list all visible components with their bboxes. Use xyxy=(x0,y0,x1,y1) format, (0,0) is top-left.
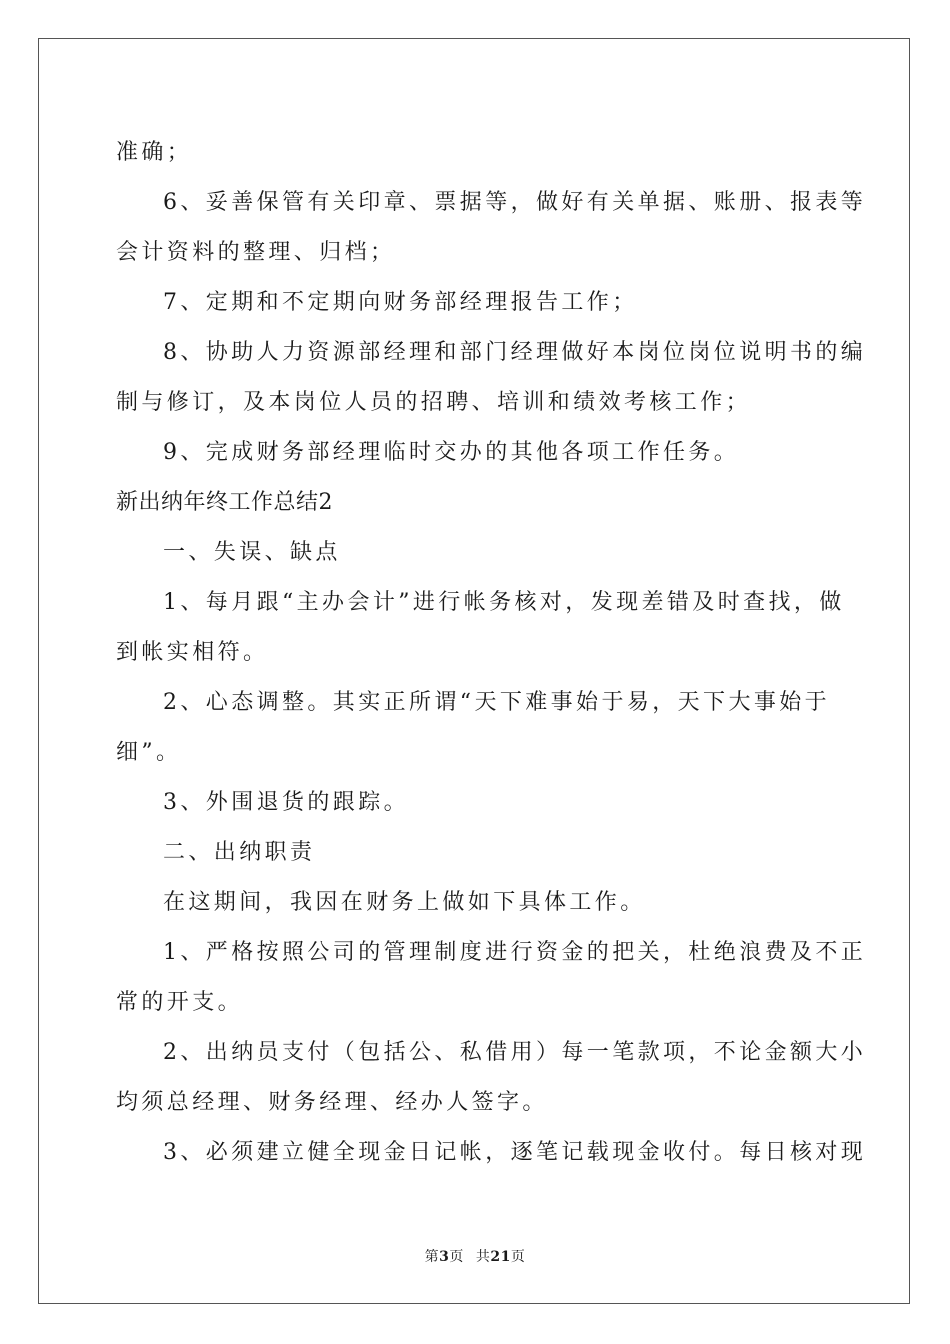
footer-current-page: 3 xyxy=(439,1249,450,1265)
paragraph-line: 7、定期和不定期向财务部经理报告工作； xyxy=(163,290,638,315)
footer-page-prefix: 第 xyxy=(424,1249,440,1265)
paragraph-line: 3、必须建立健全现金日记帐，逐笔记载现金收付。每日核对现 xyxy=(163,1140,867,1165)
paragraph-line: 到帐实相符。 xyxy=(116,640,269,665)
paragraph-line: 均须总经理、财务经理、经办人签字。 xyxy=(116,1090,548,1115)
paragraph-line: 3、外围退货的跟踪。 xyxy=(163,790,409,815)
paragraph-line: 8、协助人力资源部经理和部门经理做好本岗位岗位说明书的编 xyxy=(163,340,867,365)
footer-total-unit: 页 xyxy=(510,1249,526,1265)
paragraph-line: 6、妥善保管有关印章、票据等，做好有关单据、账册、报表等 xyxy=(163,190,867,215)
paragraph-line: 准确； xyxy=(116,140,193,165)
paragraph-line: 1、严格按照公司的管理制度进行资金的把关，杜绝浪费及不正 xyxy=(163,940,867,965)
paragraph-line: 9、完成财务部经理临时交办的其他各项工作任务。 xyxy=(163,440,740,465)
paragraph-line: 细”。 xyxy=(116,740,182,765)
paragraph-line: 一、失误、缺点 xyxy=(163,540,341,565)
page-footer xyxy=(0,1246,950,1266)
paragraph-line: 会计资料的整理、归档； xyxy=(116,240,396,265)
paragraph-line: 常的开支。 xyxy=(116,990,244,1015)
paragraph-line: 在这期间，我因在财务上做如下具体工作。 xyxy=(163,890,646,915)
paragraph-line: 2、出纳员支付（包括公、私借用）每一笔款项，不论金额大小 xyxy=(163,1040,867,1065)
footer-total-prefix: 共 xyxy=(475,1249,491,1265)
paragraph-line: 二、出纳职责 xyxy=(163,840,316,865)
paragraph-line: 2、心态调整。其实正所谓“天下难事始于易，天下大事始于 xyxy=(163,690,831,715)
footer-page-unit: 页 xyxy=(449,1249,464,1265)
paragraph-line: 1、每月跟“主办会计”进行帐务核对，发现差错及时查找，做 xyxy=(163,590,845,615)
paragraph-line: 制与修订，及本岗位人员的招聘、培训和绩效考核工作； xyxy=(116,390,752,415)
section-heading: 新出纳年终工作总结2 xyxy=(116,490,333,515)
document-body xyxy=(116,128,867,1178)
footer-total-pages: 21 xyxy=(490,1249,511,1265)
